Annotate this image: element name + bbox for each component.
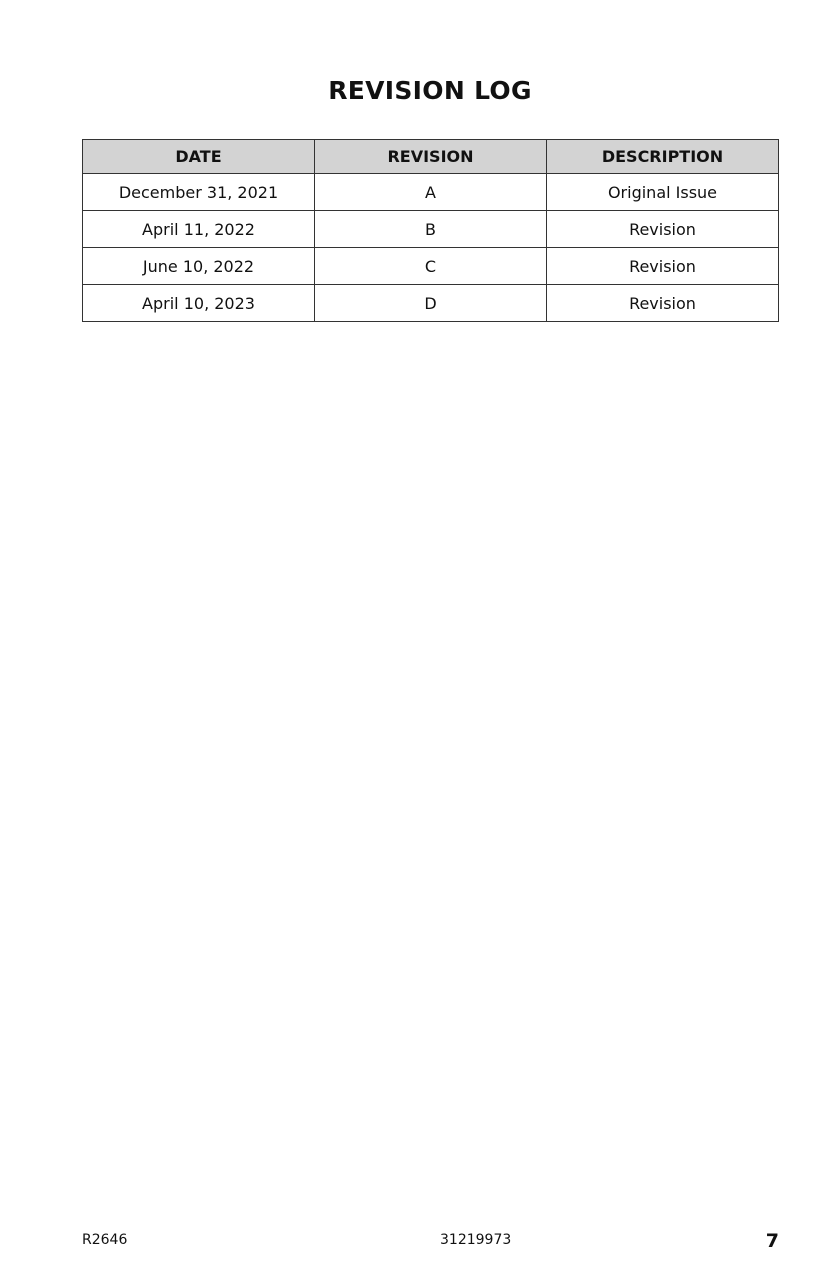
cell-date: December 31, 2021 (83, 174, 315, 211)
table-row (83, 248, 779, 285)
footer-page-number: 7 (765, 1230, 779, 1252)
cell-description: Revision (547, 285, 779, 322)
page-title: REVISION LOG (328, 76, 532, 105)
cell-revision: D (315, 285, 547, 322)
column-header-description: DESCRIPTION (547, 140, 779, 174)
cell-revision: A (315, 174, 547, 211)
table-row (83, 174, 779, 211)
cell-description: Revision (547, 211, 779, 248)
column-header-date: DATE (83, 140, 315, 174)
cell-revision: B (315, 211, 547, 248)
footer-document-code: R2646 (82, 1232, 128, 1248)
cell-description: Revision (547, 248, 779, 285)
cell-date: June 10, 2022 (83, 248, 315, 285)
table-row (83, 211, 779, 248)
cell-date: April 10, 2023 (83, 285, 315, 322)
cell-revision: C (315, 248, 547, 285)
cell-date: April 11, 2022 (83, 211, 315, 248)
footer-part-number: 31219973 (440, 1232, 512, 1248)
cell-description: Original Issue (547, 174, 779, 211)
revision-log-table (82, 139, 779, 322)
table-row (83, 285, 779, 322)
column-header-revision: REVISION (315, 140, 547, 174)
table-header-row (83, 140, 779, 174)
